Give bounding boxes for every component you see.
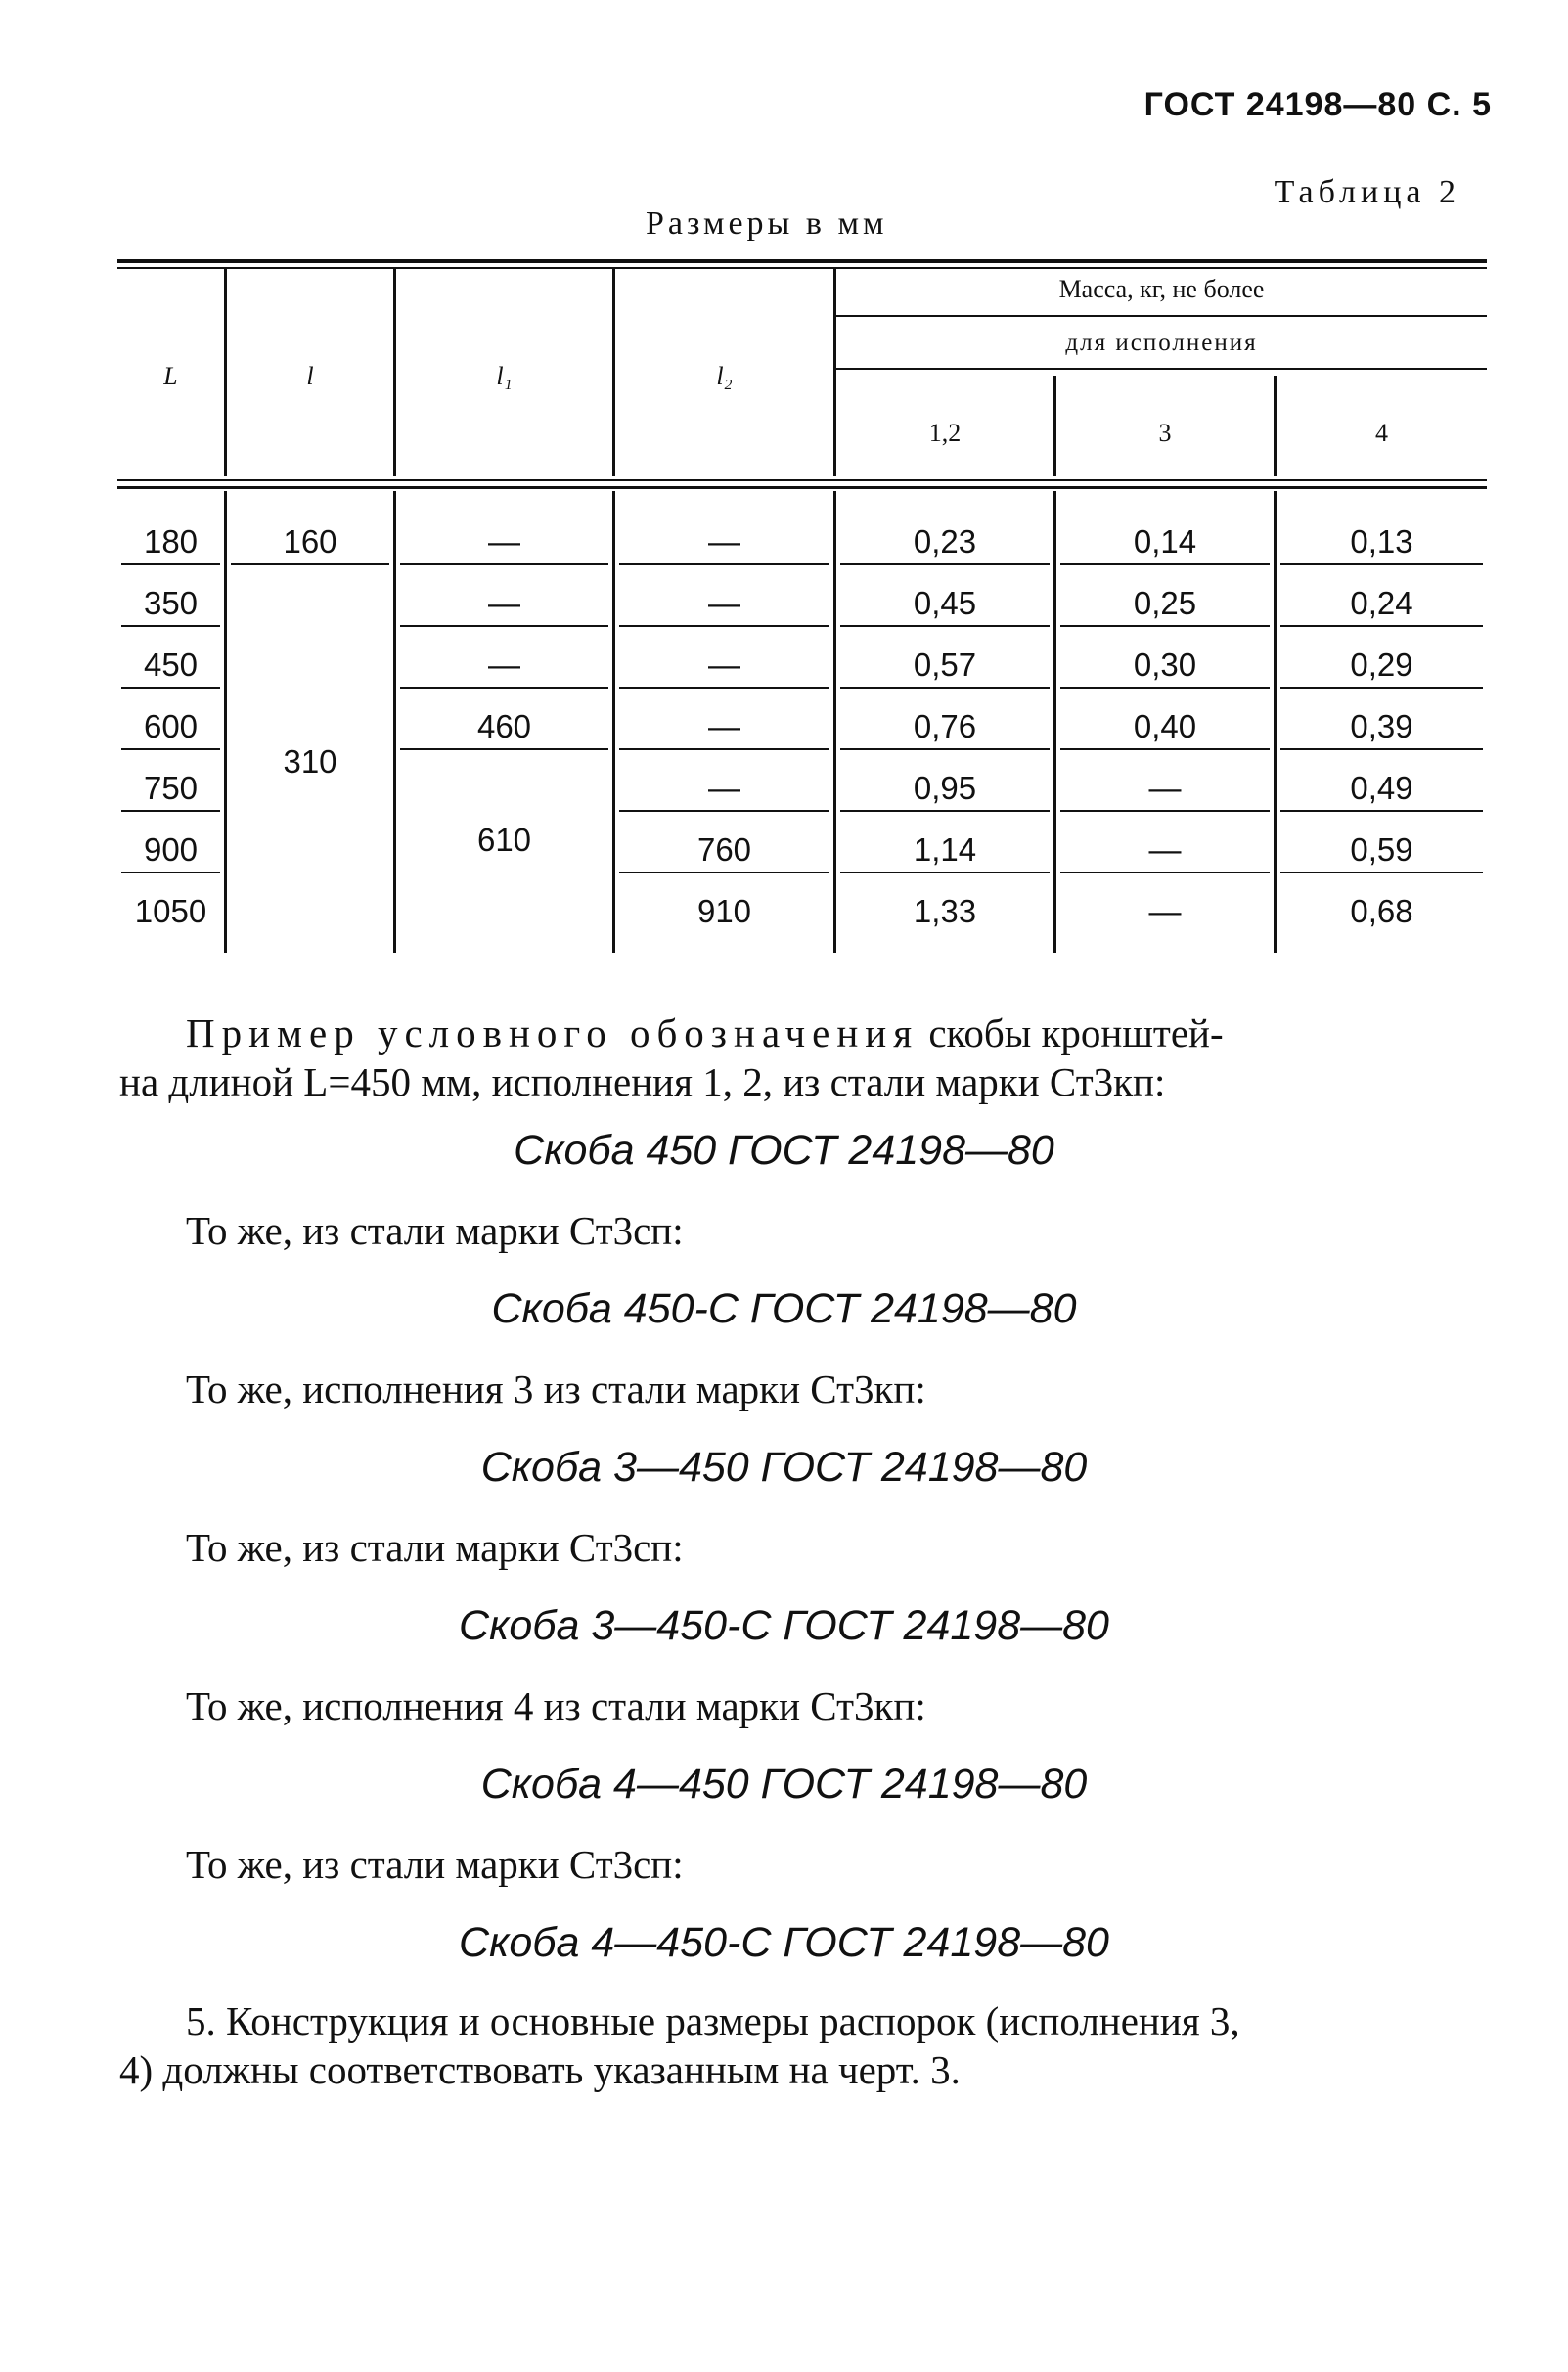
table-cell-l2: 760 [696, 831, 752, 868]
table-cell-m4: 0,24 [1350, 585, 1413, 621]
row-rule [1280, 625, 1483, 627]
table-cell-m3: 0,30 [1133, 647, 1197, 683]
table-cell-m12: 0,57 [913, 647, 977, 683]
table-cell-m3: 0,25 [1133, 585, 1197, 621]
row-rule [619, 810, 829, 812]
table-cell-l2: 910 [696, 893, 752, 929]
table-cell-L: 1050 [134, 893, 207, 929]
row-rule [1060, 687, 1270, 689]
table-cell-m4: 0,13 [1350, 523, 1413, 559]
table-cell-m12: 1,14 [913, 831, 977, 868]
column-header-v4: 4 [1375, 419, 1388, 447]
row-rule [400, 563, 608, 565]
table-cell-m3: 0,40 [1133, 708, 1197, 744]
row-rule [1060, 563, 1270, 565]
table-cell-m4: 0,49 [1350, 770, 1413, 806]
row-rule [121, 872, 220, 873]
row-rule [840, 563, 1050, 565]
table-cell-m3: — [1148, 893, 1182, 929]
row-rule [619, 563, 829, 565]
table-cell-m12: 1,33 [913, 893, 977, 929]
table-cell-l1: — [488, 647, 520, 683]
column-header-L: L [163, 362, 178, 390]
designation-2: Скоба 450-С ГОСТ 24198—80 [491, 1285, 1077, 1332]
table-cell-l1: 460 [476, 708, 532, 744]
row-rule [231, 563, 389, 565]
row-rule [1060, 872, 1270, 873]
designation-6: Скоба 4—450-С ГОСТ 24198—80 [459, 1919, 1109, 1966]
designation-4: Скоба 3—450-С ГОСТ 24198—80 [459, 1602, 1109, 1649]
row-rule [1280, 563, 1483, 565]
row-rule [1060, 625, 1270, 627]
column-header-l: l [306, 362, 314, 390]
row-rule [840, 625, 1050, 627]
row-rule [619, 687, 829, 689]
row-rule [1280, 872, 1483, 873]
table-cell-l2: — [708, 647, 740, 683]
table-cell-m12: 0,76 [913, 708, 977, 744]
paragraph-4: То же, из стали марки Ст3сп: [186, 1525, 684, 1570]
row-rule [1280, 687, 1483, 689]
paragraph-2: То же, из стали марки Ст3сп: [186, 1208, 684, 1253]
table-cell-m3: 0,14 [1133, 523, 1197, 559]
table-cell-L: 350 [143, 585, 199, 621]
row-rule [1060, 810, 1270, 812]
paragraph-6: То же, из стали марки Ст3сп: [186, 1842, 684, 1887]
row-rule [1280, 810, 1483, 812]
example-paragraph [186, 1007, 1224, 1059]
table-cell-m4: 0,39 [1350, 708, 1413, 744]
table-cell-L: 900 [143, 831, 199, 868]
table-cell-m4: 0,68 [1350, 893, 1413, 929]
example-lead: Пример условного обозначения [186, 1010, 919, 1055]
row-rule [400, 687, 608, 689]
designation-5: Скоба 4—450 ГОСТ 24198—80 [480, 1761, 1088, 1808]
item5-line1: 5. Конструкция и основные размеры распорок (исполнения 3, [186, 1998, 1240, 2043]
designation-1: Скоба 450 ГОСТ 24198—80 [514, 1127, 1054, 1174]
row-rule [840, 872, 1050, 873]
row-rule [121, 687, 220, 689]
row-rule [1060, 748, 1270, 750]
table-cell-L: 750 [143, 770, 199, 806]
row-rule [840, 687, 1050, 689]
row-rule [1280, 748, 1483, 750]
row-rule [619, 748, 829, 750]
table-cell-m4: 0,59 [1350, 831, 1413, 868]
column-header-v3: 3 [1158, 419, 1172, 447]
example-rest: скобы кронштей- [918, 1010, 1224, 1055]
row-rule [619, 872, 829, 873]
merged-cell-l1-rest: 610 [476, 822, 532, 858]
paragraph-5: То же, исполнения 4 из стали марки Ст3кп: [186, 1683, 926, 1728]
paragraph-3: То же, исполнения 3 из стали марки Ст3кп: [186, 1366, 926, 1411]
row-rule [400, 625, 608, 627]
merged-cell-l-rest: 310 [283, 743, 337, 780]
column-header-mass: Масса, кг, не более [1058, 275, 1265, 303]
column-header-v12: 1,2 [928, 419, 962, 447]
row-rule [121, 625, 220, 627]
row-rule [121, 748, 220, 750]
table-cell-L: 450 [143, 647, 199, 683]
table-cell-m3: — [1148, 831, 1182, 868]
document-header: ГОСТ 24198—80 С. 5 [1143, 86, 1492, 123]
table-title: Таблица 2 [1274, 174, 1460, 210]
table-cell-l2: — [708, 523, 740, 559]
table-cell-m12: 0,45 [913, 585, 977, 621]
table-cell-l1: — [488, 585, 520, 621]
column-header-variant: для исполнения [1065, 330, 1258, 356]
designation-3: Скоба 3—450 ГОСТ 24198—80 [480, 1444, 1088, 1491]
table-cell-L: 600 [143, 708, 199, 744]
table-cell-l2: — [708, 708, 740, 744]
merged-cell-l-first: 160 [283, 523, 337, 559]
table-subtitle: Размеры в мм [646, 205, 888, 242]
table-cell-m12: 0,23 [913, 523, 977, 559]
row-rule [121, 810, 220, 812]
example-line2: на длиной L=450 мм, исполнения 1, 2, из стали марки Ст3кп: [119, 1059, 1166, 1104]
table-cell-m12: 0,95 [913, 770, 977, 806]
table-cell-L: 180 [143, 523, 199, 559]
table-cell-m3: — [1148, 770, 1182, 806]
table-cell-l2: — [708, 770, 740, 806]
table-cell-l2: — [708, 585, 740, 621]
row-rule [840, 810, 1050, 812]
column-header-l1: l₁ [496, 362, 513, 390]
row-rule [121, 563, 220, 565]
table-cell-l1: — [488, 523, 520, 559]
row-rule [619, 625, 829, 627]
table-cell-m4: 0,29 [1350, 647, 1413, 683]
row-rule [400, 748, 608, 750]
item5-line2: 4) должны соответствовать указанным на черт. 3. [119, 2047, 961, 2092]
row-rule [840, 748, 1050, 750]
column-header-l2: l₂ [716, 362, 733, 390]
